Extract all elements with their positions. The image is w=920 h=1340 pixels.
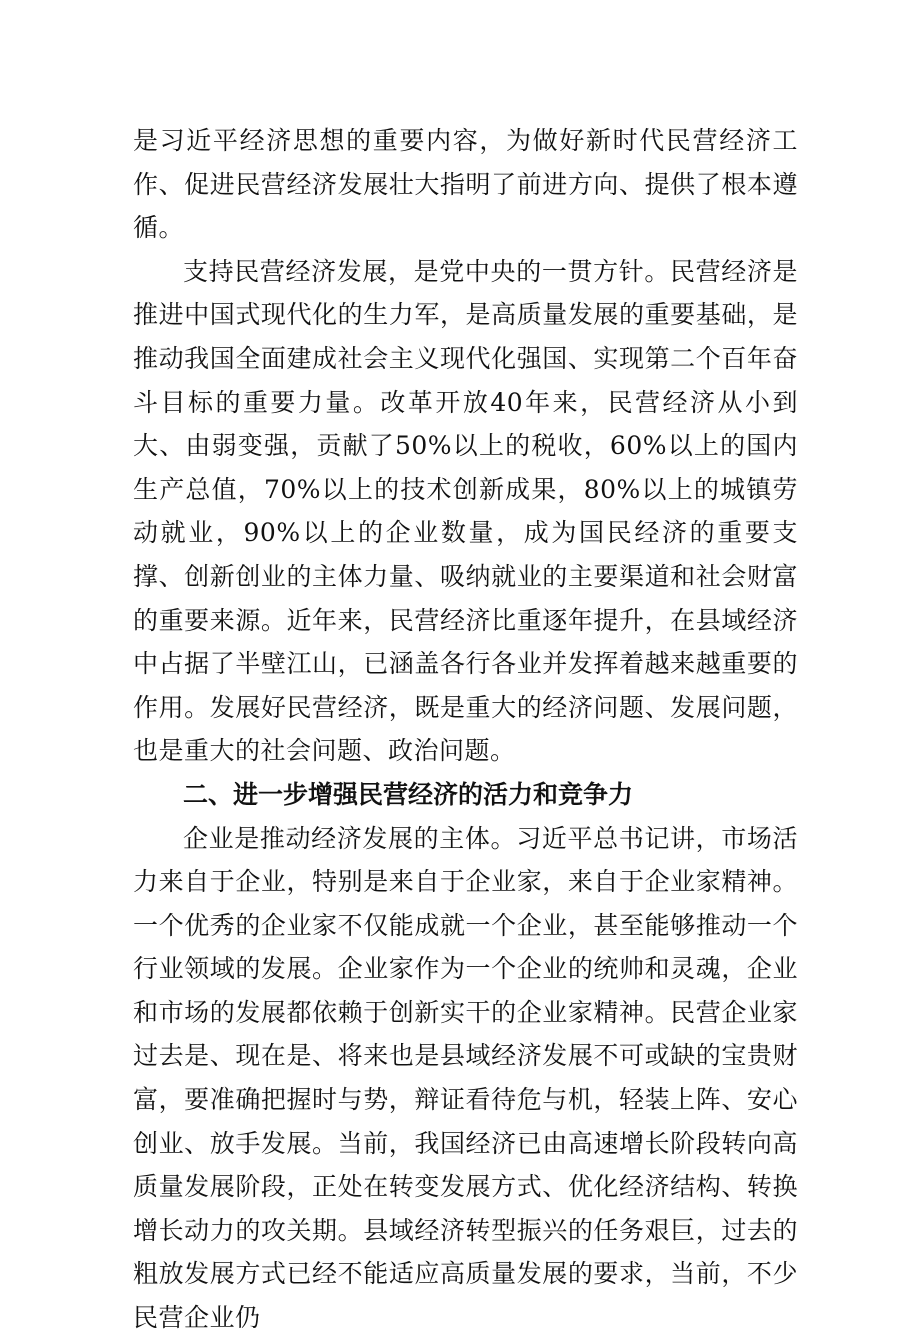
section-heading: 二、进一步增强民营经济的活力和竞争力 <box>183 779 634 809</box>
document-body <box>133 119 798 1340</box>
paragraph-private-economy-support: 支持民营经济发展，是党中央的一贯方针。民营经济是推进中国式现代化的生力军，是高质量发展的重要基础，是推动我国全面建成社会主义现代化强国、实现第二个百年奋斗目标的重要力量。改革开放40年来，民营经济从小到大、由弱变强，贡献了50%以上的税收，60%以上的国内生产总值，70%以上的技术创新成果，80%以上的城镇劳动就业，90%以上的企业数量，成为国民经济的重要支撑、创新创业的主体力量、吸纳就业的主要渠道和社会财富的重要来源。近年来，民营经济比重逐年提升，在县域经济中占据了半壁江山，已涵盖各行各业并发挥着越来越重要的作用。发展好民营经济，既是重大的经济问题、发展问题，也是重大的社会问题、政治问题。 <box>133 256 798 766</box>
paragraph-continuation: 是习近平经济思想的重要内容，为做好新时代民营经济工作、促进民营经济发展壮大指明了前进方向、提供了根本遵循。 <box>133 126 798 243</box>
paragraph-enterprise-role: 企业是推动经济发展的主体。习近平总书记讲，市场活力来自于企业，特别是来自于企业家，来自于企业家精神。一个优秀的企业家不仅能成就一个企业，甚至能够推动一个行业领域的发展。企业家作为一个企业的统帅和灵魂，企业和市场的发展都依赖于创新实干的企业家精神。民营企业家过去是、现在是、将来也是县域经济发展不可或缺的宝贵财富，要准确把握时与势，辩证看待危与机，轻装上阵、安心创业、放手发展。当前，我国经济已由高速增长阶段转向高质量发展阶段，正处在转变发展方式、优化经济结构、转换增长动力的攻关期。县域经济转型振兴的任务艰巨，过去的粗放发展方式已经不能适应高质量发展的要求，当前，不少民营企业仍 <box>133 823 798 1333</box>
